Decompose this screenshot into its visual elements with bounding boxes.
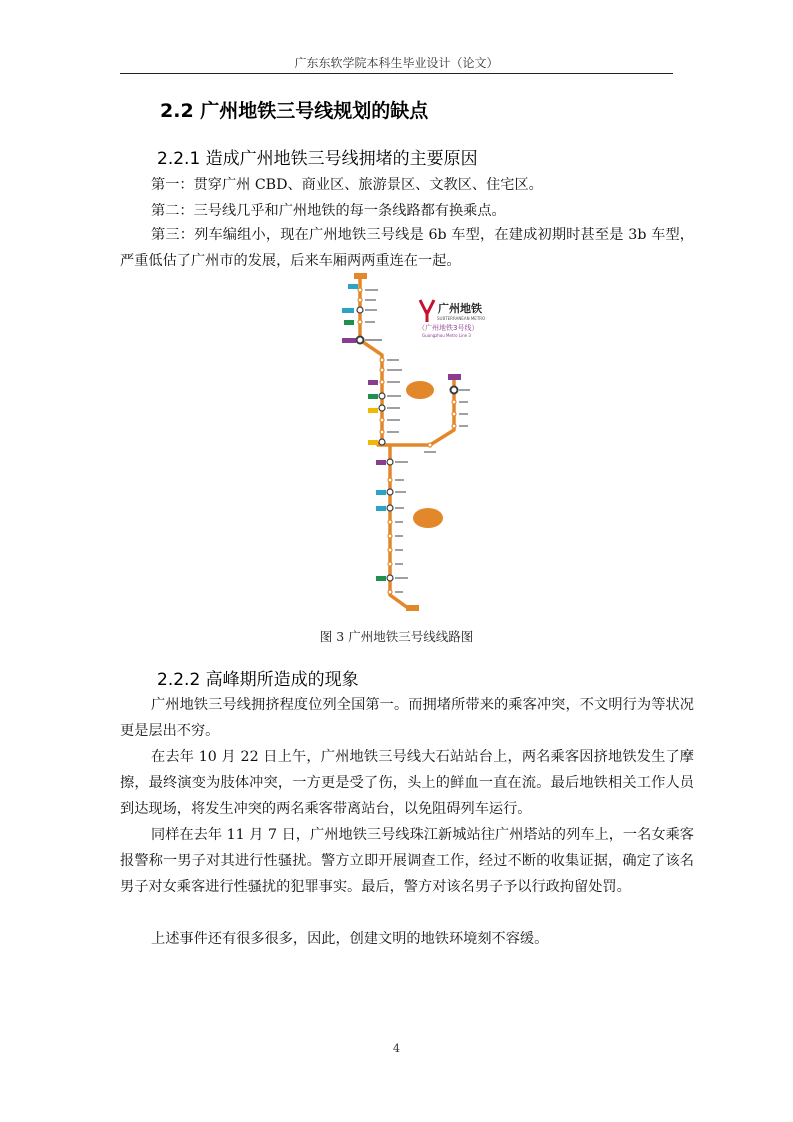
logo-subtitle: SUBTERRANEAN METRO bbox=[437, 316, 486, 321]
logo-line-name-en: Guangzhou Metro Line 3 bbox=[422, 333, 471, 338]
transfer-badges bbox=[342, 284, 386, 581]
logo-line-name: （广州地铁3号线） bbox=[418, 324, 479, 332]
callout-bubble-1 bbox=[406, 381, 434, 399]
reason-2: 第二：三号线几乎和广州地铁的每一条线路都有换乘点。 bbox=[151, 203, 506, 219]
logo-title: 广州地铁 bbox=[438, 302, 482, 315]
page-header: 广东东软学院本科生毕业设计（论文） bbox=[294, 56, 499, 70]
subsection-title-1: 2.2.1 造成广州地铁三号线拥堵的主要原因 bbox=[157, 149, 478, 169]
terminus-east bbox=[448, 374, 461, 380]
terminus-south bbox=[406, 605, 419, 611]
paragraph-1: 广州地铁三号线拥挤程度位列全国第一。而拥堵所带来的乘客冲突，不文明行为等状况更是层出不穷。 bbox=[120, 697, 694, 739]
callout-bubble-2 bbox=[413, 508, 443, 528]
line3-route-map bbox=[320, 270, 486, 618]
section-title: 2.2 广州地铁三号线规划的缺点 bbox=[160, 100, 429, 122]
paragraph-4: 上述事件还有很多很多，因此，创建文明的地铁环境刻不容缓。 bbox=[151, 931, 549, 947]
reason-3: 第三：列车编组小，现在广州地铁三号线是 6b 车型，在建成初期时甚至是 3b 车型，严重低估了广州市的发展，后来车厢两两重连在一起。 bbox=[120, 227, 694, 269]
header-rule bbox=[120, 73, 673, 74]
route-line-south bbox=[390, 445, 408, 608]
metro-logo bbox=[418, 300, 485, 338]
terminus-north bbox=[354, 273, 367, 279]
paragraph-3: 同样在去年 11 月 7 日，广州地铁三号线珠江新城站往广州塔站的列车上，一名女乘客报警称一男子对其进行性骚扰。警方立即开展调查工作，经过不断的收集证据，确定了该名男子对女乘客进行性骚扰的犯罪事实。最后，警方对该名男子予以行政拘留处罚。 bbox=[120, 827, 694, 895]
reason-1: 第一：贯穿广州 CBD、商业区、旅游景区、文教区、住宅区。 bbox=[151, 177, 543, 193]
page-number: 4 bbox=[393, 1042, 400, 1055]
paragraph-2: 在去年 10 月 22 日上午，广州地铁三号线大石站站台上，两名乘客因挤地铁发生了摩擦，最终演变为肢体冲突，一方更是受了伤，头上的鲜血一直在流。最后地铁相关工作人员到达现场，将发生冲突的两名乘客带离站台，以免阻碍列车运行。 bbox=[120, 749, 694, 817]
figure-caption: 图 3 广州地铁三号线线路图 bbox=[319, 629, 474, 644]
subsection-title-2: 2.2.2 高峰期所造成的现象 bbox=[157, 670, 359, 690]
